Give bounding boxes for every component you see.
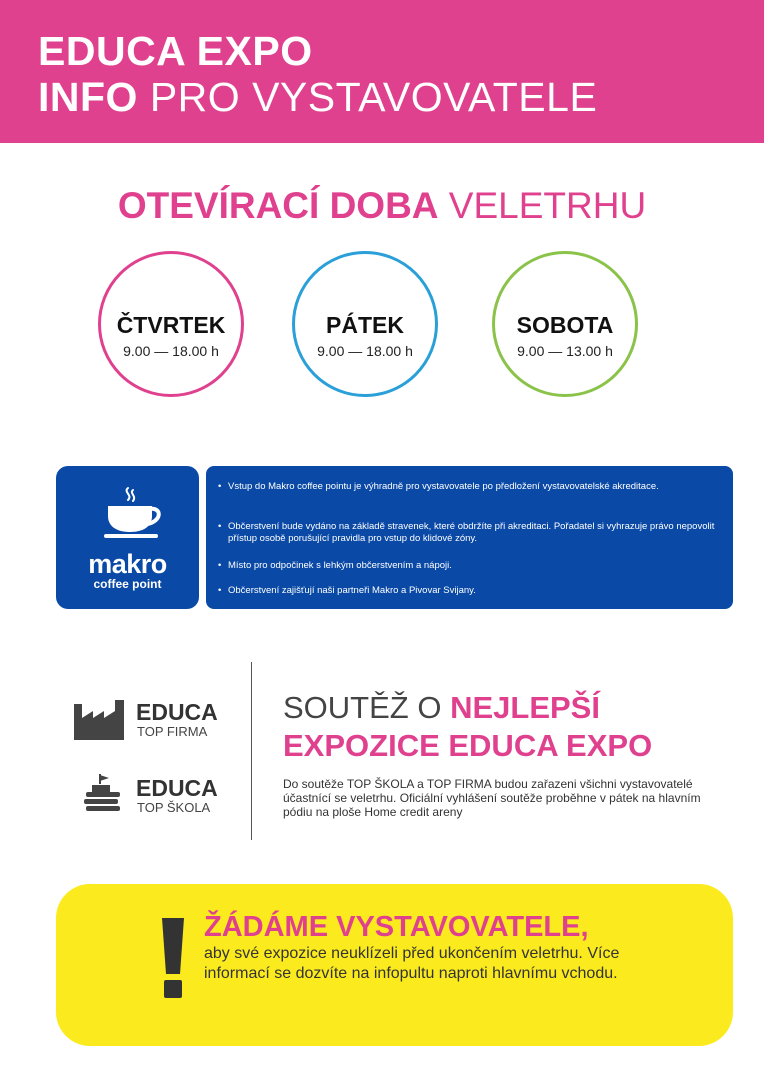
day-name: SOBOTA	[516, 312, 614, 338]
makro-brand: makro	[88, 549, 167, 579]
list-item-text: Místo pro odpočinek s lehkým občerstvením a nápoji.	[228, 560, 452, 571]
list-item	[218, 481, 718, 493]
day-hours: 9.00 — 13.00 h	[517, 343, 613, 359]
day-hours: 9.00 — 18.00 h	[317, 343, 413, 359]
books-icon	[82, 774, 130, 816]
day-hours: 9.00 — 18.00 h	[123, 343, 219, 359]
list-item-text: Občerstvení zajišťují naši partneři Makro a Pivovar Svijany.	[228, 585, 476, 596]
competition-title-line2: EXPOZICE EDUCA EXPO	[283, 728, 653, 763]
day-name: PÁTEK	[326, 312, 404, 338]
bullet: •	[218, 560, 222, 571]
competition-description: Do soutěže TOP ŠKOLA a TOP FIRMA budou zařazeni všichni vystavovatelé účastnící se veletrhu. Oficiální vyhlášení soutěže proběhne v pátek na hlavním pódiu na ploše Home credit areny	[283, 777, 701, 819]
list-item-text: Občerstvení bude vydáno na základě stravenek, které obdržíte při akreditaci. Pořadatel si vyhrazuje právo nepovolit přístup osobě porušující pravidla pro vstup do klidové zóny.	[228, 521, 715, 544]
list-item	[218, 521, 718, 544]
notice-title: ŽÁDÁME VYSTAVOVATELE,	[204, 911, 589, 943]
competition-title	[283, 689, 652, 765]
list-item-text: Vstup do Makro coffee pointu je výhradně pro vystavovatele po předložení vystavovatelské akreditace.	[228, 481, 659, 492]
vertical-divider	[251, 662, 252, 840]
educa-top-firma-logo	[74, 698, 234, 748]
day-name: ČTVRTEK	[116, 312, 226, 338]
opening-hours-title-bold: OTEVÍRACÍ DOBA	[117, 185, 439, 226]
header-title: EDUCA EXPO	[38, 28, 313, 74]
day-circle-thursday	[98, 251, 244, 397]
day-circle-friday	[292, 251, 438, 397]
exclamation-icon	[159, 918, 187, 1000]
makro-info-box	[206, 466, 733, 609]
header-subtitle-bold: INFO	[38, 74, 138, 120]
factory-icon	[74, 698, 128, 740]
header-subtitle-rest: PRO VYSTAVOVATELE	[137, 74, 598, 120]
list-item	[218, 585, 718, 597]
logo-name: EDUCA	[136, 699, 218, 725]
header-subtitle	[38, 75, 597, 119]
logo-sub: TOP ŠKOLA	[137, 800, 211, 815]
makro-subbrand: coffee point	[93, 577, 162, 591]
notice-text: aby své expozice neuklízeli před ukončením veletrhu. Více informací se dozvíte na infopultu naproti hlavnímu vchodu.	[204, 945, 620, 982]
bullet: •	[218, 585, 222, 596]
logo-sub: TOP FIRMA	[137, 724, 208, 739]
coffee-cup-icon	[104, 486, 164, 542]
day-circle-saturday	[492, 251, 638, 397]
bullet: •	[218, 481, 222, 492]
competition-title-bold: NEJLEPŠÍ	[450, 690, 600, 725]
list-item	[218, 560, 718, 572]
opening-hours-title	[0, 184, 764, 228]
educa-top-skola-logo	[74, 774, 234, 824]
makro-coffee-point-logo	[56, 466, 199, 609]
header-banner	[0, 0, 764, 143]
notice-box	[56, 884, 733, 1046]
competition-title-normal: SOUTĚŽ O	[283, 690, 451, 725]
bullet: •	[218, 521, 222, 532]
logo-name: EDUCA	[136, 775, 218, 801]
opening-hours-title-rest: VELETRHU	[438, 185, 647, 226]
